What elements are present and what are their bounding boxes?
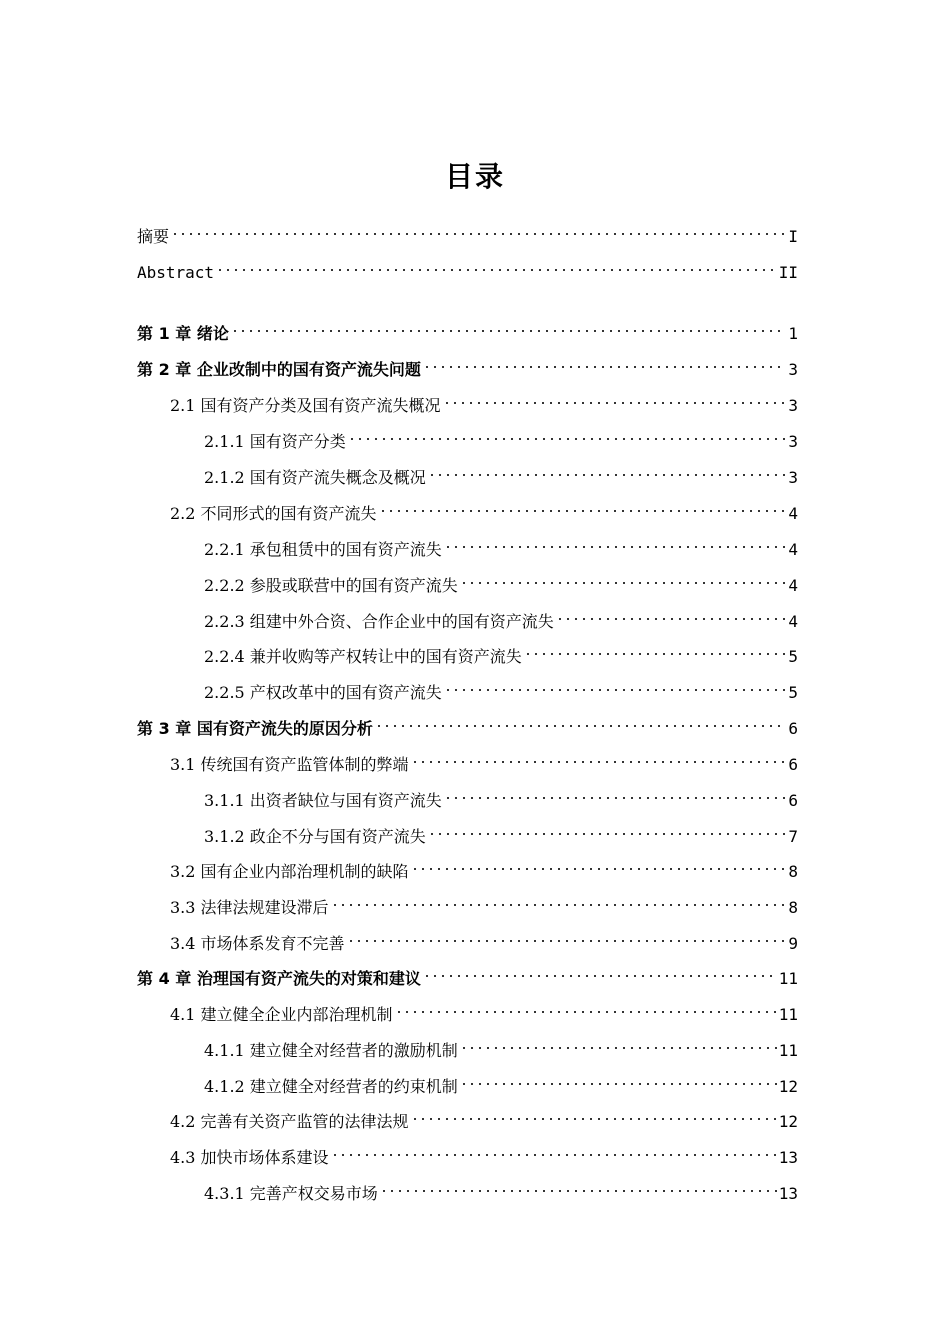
toc-leader-dots <box>216 250 777 278</box>
toc-entry[interactable] <box>170 1135 798 1167</box>
toc-entry[interactable] <box>137 250 798 282</box>
toc-entry-label: 4.1 建立健全企业内部治理机制 <box>170 1005 393 1024</box>
toc-entry-page: 13 <box>778 1184 798 1203</box>
toc-entry[interactable] <box>204 1171 798 1203</box>
toc-entry-page: 3 <box>788 468 798 487</box>
toc-entry[interactable] <box>137 214 798 246</box>
toc-leader-dots <box>524 634 787 662</box>
toc-entry-label: 4.1.1 建立健全对经营者的激励机制 <box>204 1041 458 1060</box>
toc-entry-page: 5 <box>788 683 798 702</box>
toc-leader-dots <box>444 670 787 698</box>
toc-entry-label: 2.2.1 承包租赁中的国有资产流失 <box>204 540 442 559</box>
toc-entry-label: 3.4 市场体系发育不完善 <box>170 934 345 953</box>
toc-leader-dots <box>428 455 787 483</box>
toc-entry[interactable] <box>204 419 798 451</box>
toc-entry-page: 13 <box>778 1148 798 1167</box>
toc-entry-label: 2.1.2 国有资产流失概念及概况 <box>204 468 426 487</box>
toc-entry[interactable] <box>204 527 798 559</box>
toc-entry-page: 3 <box>788 432 798 451</box>
toc-leader-dots <box>348 419 787 447</box>
toc-leader-dots <box>423 347 787 375</box>
toc-entry[interactable] <box>170 849 798 881</box>
toc-entry-page: 4 <box>788 504 798 523</box>
toc-entry-label: 第 4 章 治理国有资产流失的对策和建议 <box>137 969 421 988</box>
toc-leader-dots <box>379 491 787 519</box>
toc-entry[interactable] <box>204 599 798 631</box>
toc-entry-page: 6 <box>788 791 798 810</box>
toc-leader-dots <box>460 1064 777 1092</box>
toc-entry[interactable] <box>204 778 798 810</box>
toc-leader-dots <box>395 992 777 1020</box>
toc-entry-label: 4.2 完善有关资产监管的法律法规 <box>170 1112 409 1131</box>
toc-entry-page: 6 <box>788 719 798 738</box>
toc-entry-page: 12 <box>778 1112 798 1131</box>
toc-entry[interactable] <box>170 885 798 917</box>
toc-entry-label: 3.1.1 出资者缺位与国有资产流失 <box>204 791 442 810</box>
toc-entry-label: 2.2.3 组建中外合资、合作企业中的国有资产流失 <box>204 612 554 631</box>
toc-entry-label: 2.1.1 国有资产分类 <box>204 432 346 451</box>
toc-entry-label: 3.1.2 政企不分与国有资产流失 <box>204 827 426 846</box>
toc-entry-page: 9 <box>788 934 798 953</box>
toc-entry-label: 2.2 不同形式的国有资产流失 <box>170 504 377 523</box>
toc-entry[interactable] <box>204 814 798 846</box>
toc-entry-label: 2.1 国有资产分类及国有资产流失概况 <box>170 396 441 415</box>
toc-entry-page: 11 <box>778 969 798 988</box>
toc-leader-dots <box>428 814 787 842</box>
toc-leader-dots <box>460 563 787 591</box>
toc-entry[interactable] <box>170 491 798 523</box>
toc-leader-dots <box>347 921 787 949</box>
toc-leader-dots <box>411 1099 777 1127</box>
toc-entry[interactable] <box>170 921 798 953</box>
toc-entry-label: 4.3.1 完善产权交易市场 <box>204 1184 378 1203</box>
toc-leader-dots <box>171 214 786 242</box>
toc-entry-label: 2.2.5 产权改革中的国有资产流失 <box>204 683 442 702</box>
toc-entry-label: 4.1.2 建立健全对经营者的约束机制 <box>204 1077 458 1096</box>
toc-leader-dots <box>460 1028 777 1056</box>
toc-entry-page: II <box>778 263 798 282</box>
toc-entry-page: I <box>788 227 798 246</box>
toc-entry[interactable] <box>204 634 798 666</box>
toc-entry-label: 2.2.4 兼并收购等产权转让中的国有资产流失 <box>204 647 522 666</box>
toc-leader-dots <box>380 1171 777 1199</box>
toc-entry[interactable] <box>204 670 798 702</box>
toc-entry[interactable] <box>204 563 798 595</box>
toc-leader-dots <box>556 599 787 627</box>
toc-leader-dots <box>331 1135 777 1163</box>
toc-entry-label: 3.2 国有企业内部治理机制的缺陷 <box>170 862 409 881</box>
toc-leader-dots <box>375 706 787 734</box>
toc-entry-page: 3 <box>788 396 798 415</box>
toc-entry-page: 7 <box>788 827 798 846</box>
toc-entry-page: 5 <box>788 647 798 666</box>
toc-entry[interactable] <box>170 1099 798 1131</box>
toc-entry[interactable] <box>137 311 798 343</box>
toc-entry[interactable] <box>204 1064 798 1096</box>
toc-entry-label: 第 1 章 绪论 <box>137 324 229 343</box>
toc-leader-dots <box>444 778 787 806</box>
toc-entry-page: 6 <box>788 755 798 774</box>
toc-entry[interactable] <box>137 956 798 988</box>
toc-entry-page: 4 <box>788 612 798 631</box>
toc-entry[interactable] <box>204 1028 798 1060</box>
toc-entry-page: 4 <box>788 540 798 559</box>
toc-leader-dots <box>411 742 787 770</box>
toc-leader-dots <box>411 849 787 877</box>
toc-entry-label: 3.1 传统国有资产监管体制的弊端 <box>170 755 409 774</box>
toc-leader-dots <box>423 956 777 984</box>
toc-entry-label: 第 3 章 国有资产流失的原因分析 <box>137 719 373 738</box>
toc-leader-dots <box>443 383 787 411</box>
toc-entry[interactable] <box>204 455 798 487</box>
toc-entry-page: 1 <box>788 324 798 343</box>
toc-entry[interactable] <box>170 383 798 415</box>
toc-entry-label: 第 2 章 企业改制中的国有资产流失问题 <box>137 360 421 379</box>
toc-entry-page: 4 <box>788 576 798 595</box>
toc-entry[interactable] <box>137 347 798 379</box>
toc-entry[interactable] <box>170 992 798 1024</box>
toc-entry-label: 4.3 加快市场体系建设 <box>170 1148 329 1167</box>
toc-entry[interactable] <box>137 706 798 738</box>
page-title: 目录 <box>444 160 505 193</box>
toc-leader-dots <box>444 527 787 555</box>
toc-leader-dots <box>331 885 787 913</box>
toc-entry-label: 2.2.2 参股或联营中的国有资产流失 <box>204 576 458 595</box>
toc-entry-label: 摘要 <box>137 227 170 246</box>
toc-entry-label: Abstract <box>137 263 215 282</box>
toc-entry-page: 8 <box>788 898 798 917</box>
toc-entry-label: 3.3 法律法规建设滞后 <box>170 898 329 917</box>
toc-entry[interactable] <box>170 742 798 774</box>
toc-entry-page: 12 <box>778 1077 798 1096</box>
toc-entry-page: 11 <box>778 1041 798 1060</box>
toc-entry-page: 11 <box>778 1005 798 1024</box>
toc-leader-dots <box>231 311 787 339</box>
toc-entry-page: 3 <box>788 360 798 379</box>
toc-entry-page: 8 <box>788 862 798 881</box>
